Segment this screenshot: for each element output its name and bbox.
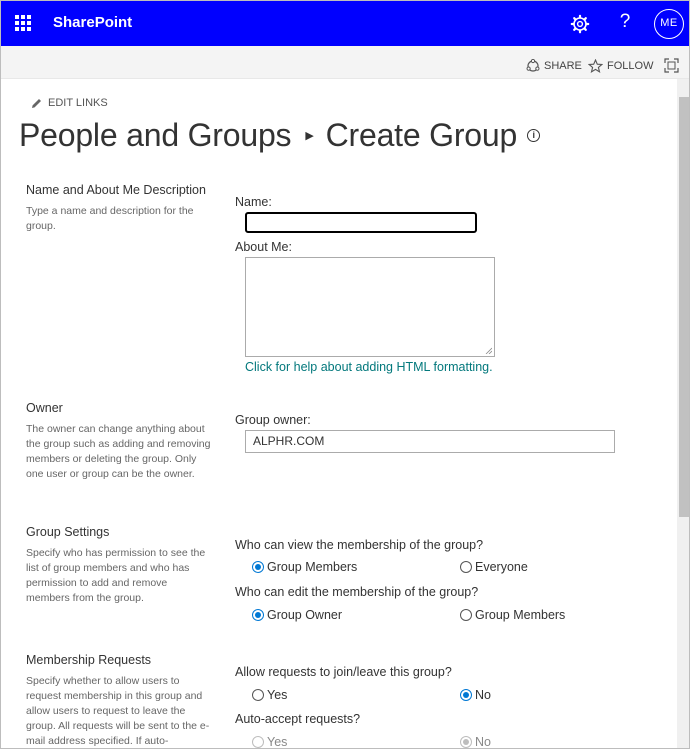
share-label: SHARE	[544, 60, 582, 72]
edit-option-group-owner[interactable]	[252, 608, 342, 622]
name-label: Name:	[235, 195, 272, 209]
name-field[interactable]	[245, 212, 477, 233]
auto-accept-no[interactable]	[460, 735, 491, 749]
allow-option-label: Yes	[267, 688, 288, 702]
group-owner-label: Group owner:	[235, 413, 311, 427]
name-about-section-description: Type a name and description for the group.	[26, 205, 194, 232]
radio-selected-icon	[252, 561, 264, 573]
allow-requests-question: Allow requests to join/leave this group?	[235, 665, 452, 679]
settings-gear-icon[interactable]	[570, 14, 590, 34]
suite-bar	[1, 1, 690, 46]
share-icon	[526, 59, 540, 73]
edit-option-group-members[interactable]	[460, 608, 565, 622]
scrollbar-thumb[interactable]	[679, 97, 689, 517]
share-button[interactable]	[526, 59, 582, 73]
user-avatar[interactable]: ME	[654, 9, 684, 39]
help-icon[interactable]: ?	[619, 11, 631, 32]
resize-grip-icon[interactable]	[485, 347, 492, 354]
html-formatting-help-link[interactable]: Click for help about adding HTML formatting.	[245, 360, 493, 374]
view-membership-question: Who can view the membership of the group?	[235, 538, 484, 552]
follow-label: FOLLOW	[607, 60, 654, 72]
page-title	[19, 117, 540, 154]
breadcrumb-current: Create Group	[325, 117, 518, 153]
membership-requests-section-title: Membership Requests	[26, 653, 152, 667]
star-icon	[588, 59, 603, 73]
radio-selected-icon	[252, 609, 264, 621]
owner-section-description: The owner can change anything about the group such as adding and removing members or deleting the group. Only one user or group can be the owner.	[26, 423, 211, 480]
auto-accept-question: Auto-accept requests?	[235, 712, 361, 726]
info-icon[interactable]: i	[527, 129, 540, 142]
edit-links-label: EDIT LINKS	[48, 97, 108, 109]
view-option-label: Everyone	[475, 560, 528, 574]
auto-option-label: Yes	[267, 735, 288, 749]
allow-option-label: No	[475, 688, 491, 702]
radio-selected-icon	[460, 689, 472, 701]
command-bar	[1, 46, 690, 79]
edit-links-button[interactable]	[31, 97, 108, 109]
radio-unselected-icon	[460, 561, 472, 573]
radio-unselected-icon	[252, 736, 264, 748]
group-owner-field[interactable]: ALPHR.COM	[245, 430, 615, 453]
group-settings-section-description: Specify who has permission to see the list of group members and who has permission to add and remove members from the group.	[26, 547, 206, 604]
edit-option-label: Group Owner	[267, 608, 343, 622]
follow-button[interactable]	[588, 59, 653, 73]
app-launcher-icon[interactable]	[15, 15, 31, 31]
view-option-label: Group Members	[267, 560, 358, 574]
view-option-group-members[interactable]	[252, 560, 357, 574]
auto-option-label: No	[475, 735, 491, 749]
focus-mode-icon[interactable]	[664, 58, 679, 73]
breadcrumb-parent[interactable]: People and Groups	[19, 117, 292, 153]
edit-membership-question: Who can edit the membership of the group?	[235, 585, 479, 599]
auto-accept-yes[interactable]	[252, 735, 287, 749]
membership-requests-section-description: Specify whether to allow users to request membership in this group and allow users to request to leave the group. All requests will be sent to the e-mail address specified. If auto-	[26, 675, 210, 747]
edit-option-label: Group Members	[475, 608, 566, 622]
name-about-section-title: Name and About Me Description	[26, 183, 206, 197]
about-me-textarea[interactable]	[245, 257, 495, 357]
owner-section-title: Owner	[26, 401, 63, 415]
app-name[interactable]: SharePoint	[53, 14, 133, 31]
group-settings-section-title: Group Settings	[26, 525, 110, 539]
about-me-label: About Me:	[235, 240, 292, 254]
radio-unselected-icon	[252, 689, 264, 701]
allow-requests-yes[interactable]	[252, 688, 287, 702]
radio-selected-icon	[460, 736, 472, 748]
breadcrumb-separator-icon: ▶	[305, 130, 314, 142]
pencil-icon	[31, 98, 42, 109]
allow-requests-no[interactable]	[460, 688, 491, 702]
view-option-everyone[interactable]	[460, 560, 528, 574]
radio-unselected-icon	[460, 609, 472, 621]
